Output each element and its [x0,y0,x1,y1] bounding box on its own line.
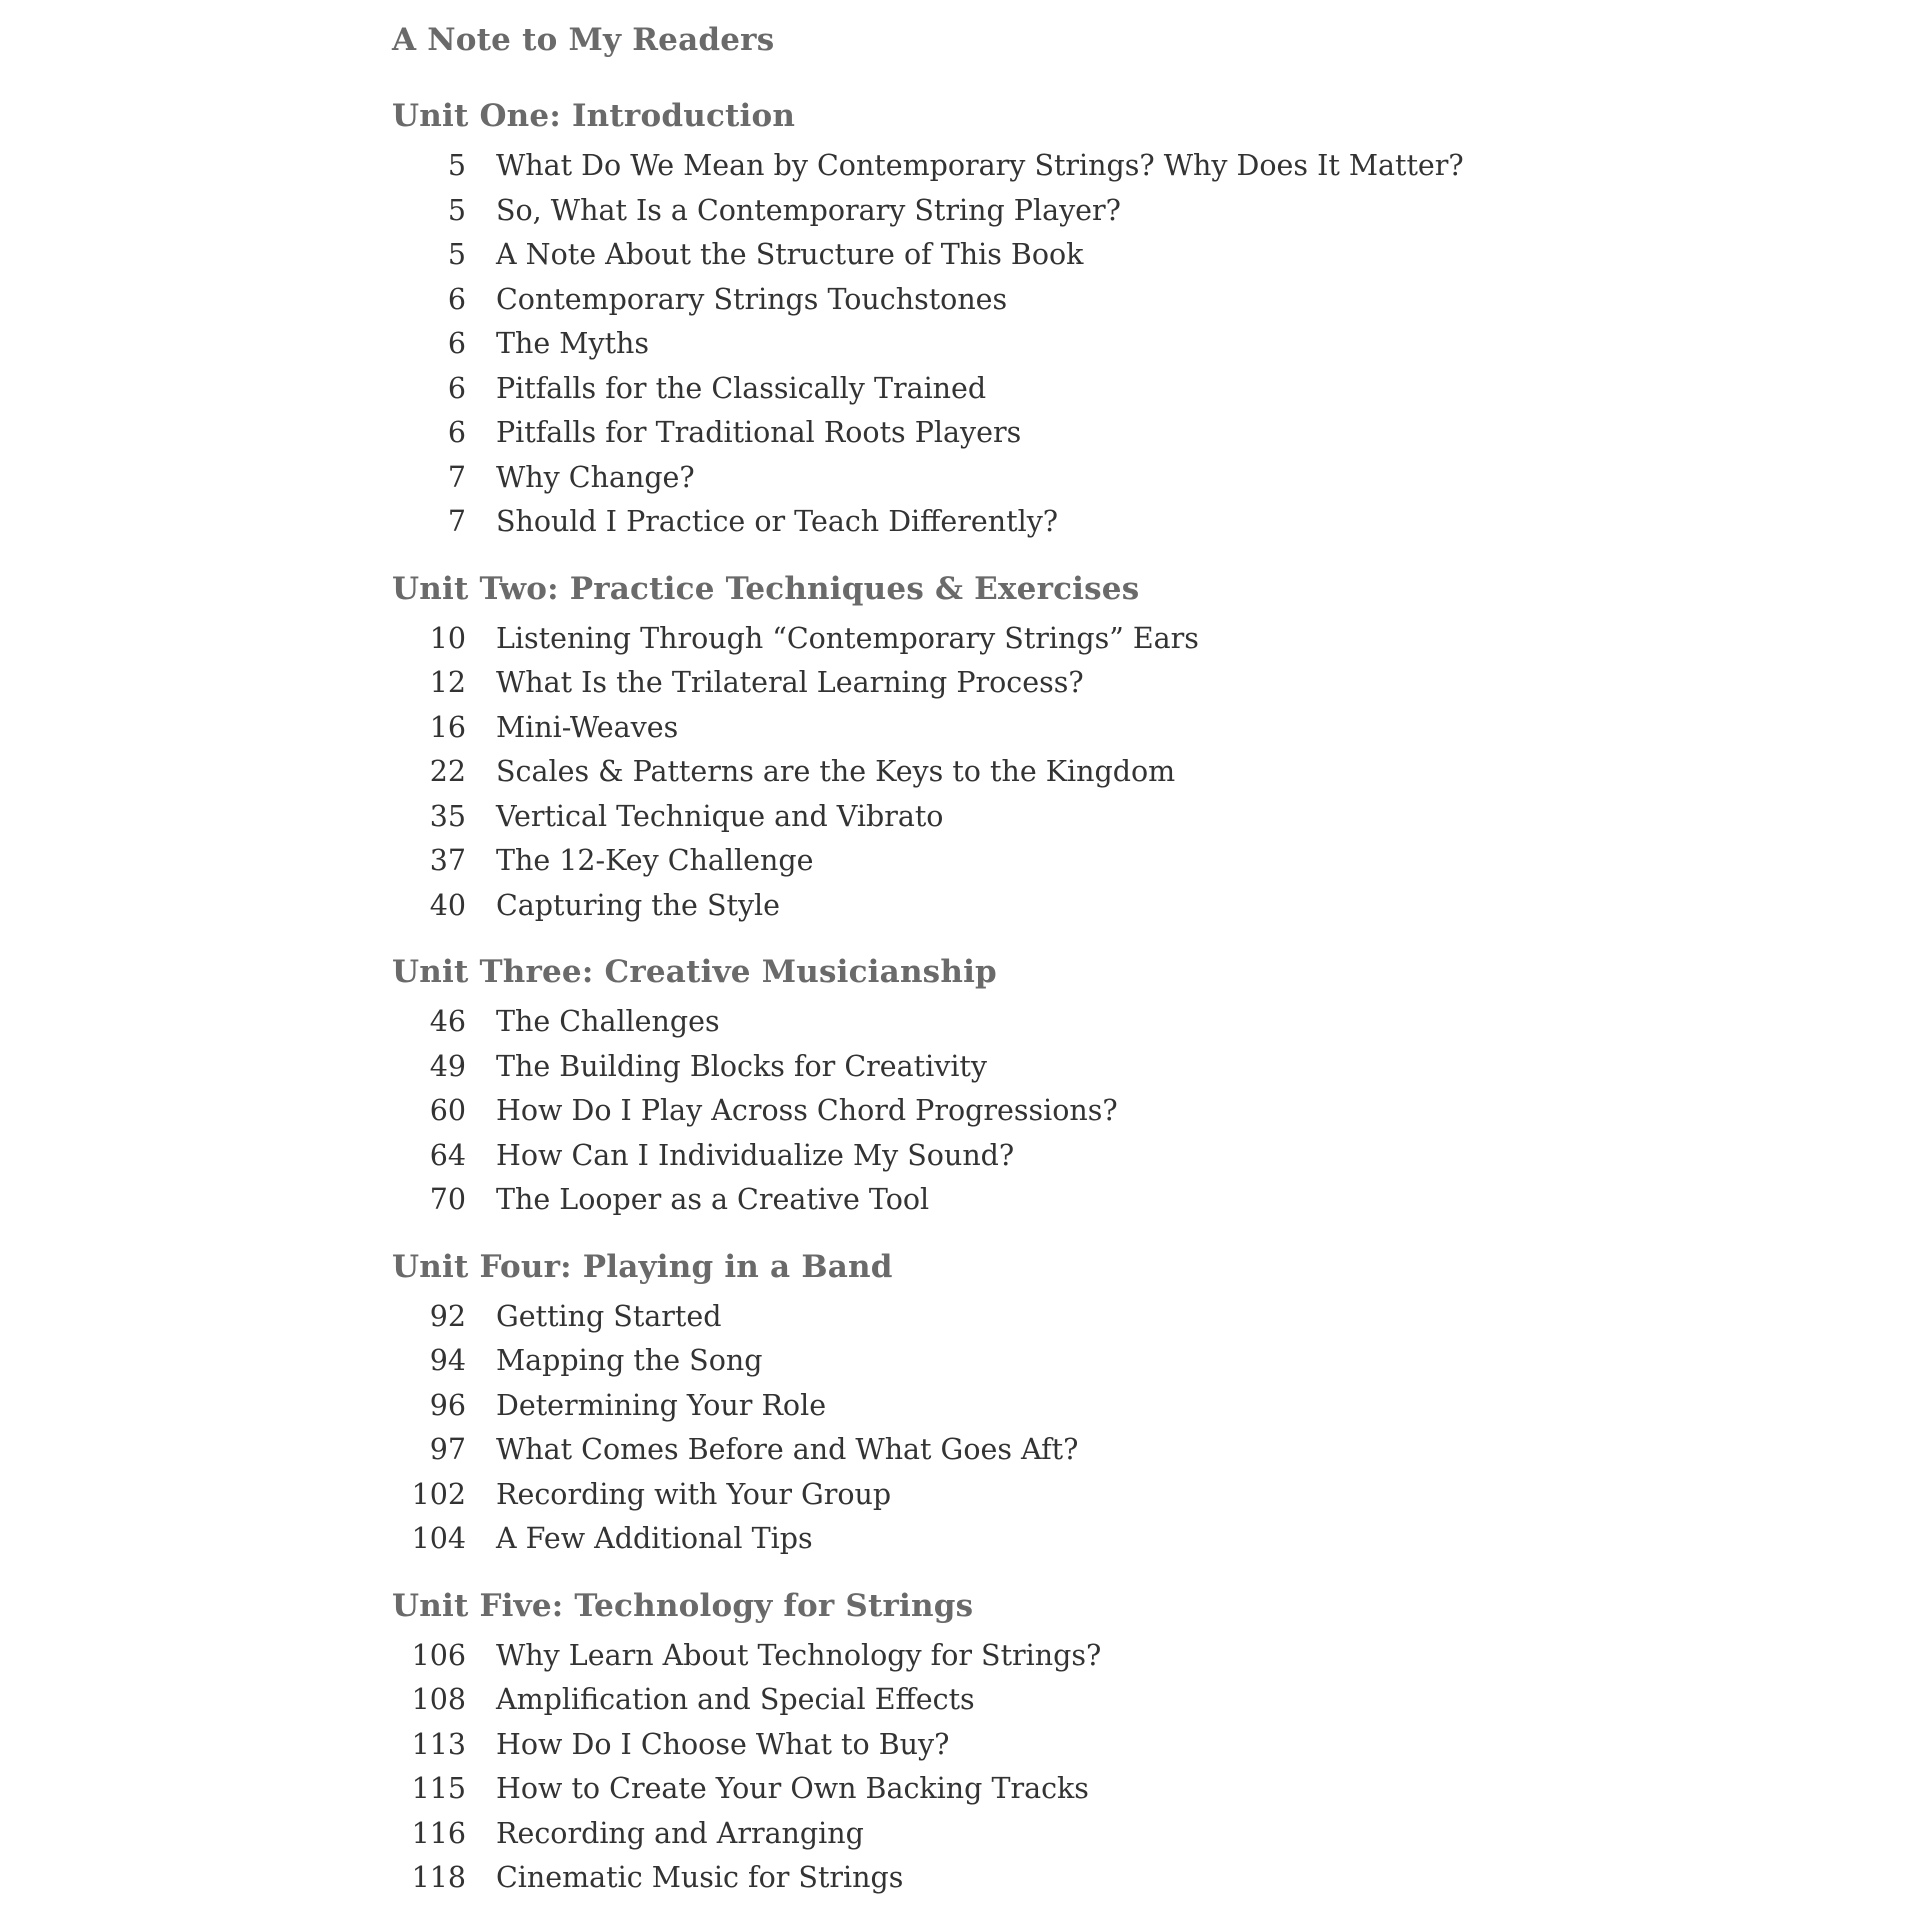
toc-entry [392,706,1892,751]
unit-section [392,94,1892,567]
page-number: 12 [429,666,466,699]
toc-entry [392,1428,1892,1473]
page-number: 113 [411,1727,466,1761]
toc-entry [392,500,1892,545]
entry-title: The Looper as a Creative Tool [496,1183,930,1216]
toc-entry [392,1856,1892,1901]
toc-entry [392,1384,1892,1429]
entry-title: Should I Practice or Teach Differently? [496,505,1059,538]
entry-title: Vertical Technique and Vibrato [496,799,944,833]
toc-entry [392,456,1892,501]
entry-title: How Can I Individualize My Sound? [496,1138,1015,1172]
page-number: 22 [429,755,466,788]
toc-entry [392,233,1892,278]
toc-entry [392,144,1892,189]
toc-entry [392,1812,1892,1857]
page-number: 40 [429,888,466,922]
toc-entry [392,750,1892,795]
page-number: 49 [429,1049,466,1083]
page-number: 6 [447,327,466,360]
entry-title: Cinematic Music for Strings [496,1861,904,1894]
page-number: 35 [429,799,466,833]
entry-title: Why Change? [496,460,695,494]
entry-list [392,144,1892,545]
entry-title: What Do We Mean by Contemporary Strings? Why Does It Matter? [496,149,1464,182]
toc-entry [392,1767,1892,1812]
page-number: 16 [429,710,466,744]
toc-entry [392,1517,1892,1562]
page-number: 70 [429,1183,466,1216]
page-number: 94 [429,1344,466,1377]
entry-title: How Do I Choose What to Buy? [496,1727,950,1761]
unit-heading: Unit Four: Playing in a Band [392,1248,893,1285]
entry-title: Mapping the Song [496,1344,763,1377]
toc-entry [392,1295,1892,1340]
unit-heading: Unit One: Introduction [392,98,796,134]
toc-entry [392,1473,1892,1518]
unit-heading: Unit Two: Practice Techniques & Exercises [392,570,1140,607]
page-number: 37 [429,844,466,877]
page-number: 104 [411,1522,466,1555]
entry-list [392,617,1892,929]
entry-list [392,1634,1892,1901]
entry-title: The Challenges [496,1005,720,1038]
page-number: 102 [411,1477,466,1511]
page-number: 64 [429,1138,466,1172]
entry-title: A Note About the Structure of This Book [496,238,1084,271]
entry-title: What Is the Trilateral Learning Process? [496,666,1084,699]
toc-entry [392,1678,1892,1723]
toc-entry [392,884,1892,929]
unit-section [392,1584,1892,1901]
entry-title: Mini-Weaves [496,710,679,744]
page-number: 10 [429,621,466,655]
entry-title: How to Create Your Own Backing Tracks [496,1772,1089,1805]
page-number: 5 [447,149,466,182]
page-number: 60 [429,1094,466,1127]
section-gap [392,1562,1892,1584]
page-number: 7 [447,505,466,538]
toc-entry [392,189,1892,234]
entry-title: How Do I Play Across Chord Progressions? [496,1094,1118,1127]
page-number: 5 [447,193,466,227]
entry-title: Getting Started [496,1299,722,1333]
toc-entry [392,1089,1892,1134]
entry-list [392,1000,1892,1223]
page-number: 96 [429,1388,466,1422]
toc-entry [392,322,1892,367]
page-number: 108 [411,1683,466,1716]
toc-entry [392,1134,1892,1179]
page-number: 46 [429,1005,466,1038]
toc-entry [392,278,1892,323]
section-gap [392,1223,1892,1245]
page-number: 118 [411,1861,466,1894]
entry-title: A Few Additional Tips [496,1522,813,1555]
entry-title: The Building Blocks for Creativity [496,1049,987,1083]
section-gap [392,545,1892,567]
entry-title: Contemporary Strings Touchstones [496,282,1008,316]
entry-title: What Comes Before and What Goes Aft? [496,1433,1079,1466]
unit-section [392,567,1892,951]
toc-entry [392,1178,1892,1223]
toc-entry [392,1000,1892,1045]
entry-title: Recording with Your Group [496,1477,892,1511]
entry-title: So, What Is a Contemporary String Player? [496,193,1121,227]
page-number: 6 [447,282,466,316]
unit-heading: Unit Five: Technology for Strings [392,1587,974,1624]
unit-heading: Unit Three: Creative Musicianship [392,954,997,990]
toc-entry [392,1634,1892,1679]
toc-entry [392,795,1892,840]
section-gap [392,928,1892,950]
toc-entry [392,1723,1892,1768]
toc-entry [392,411,1892,456]
entry-title: Listening Through “Contemporary Strings” Ears [496,621,1199,655]
entry-title: Recording and Arranging [496,1816,864,1850]
toc-entry [392,839,1892,884]
entry-title: Pitfalls for the Classically Trained [496,371,987,405]
unit-section [392,1245,1892,1584]
entry-title: Amplification and Special Effects [496,1683,975,1716]
entry-list [392,1295,1892,1562]
page-number: 116 [411,1816,466,1850]
page-number: 6 [447,371,466,405]
units-container [392,94,1892,1901]
page-number: 5 [447,238,466,271]
toc-entry [392,367,1892,412]
unit-section [392,950,1892,1245]
toc-entry [392,617,1892,662]
entry-title: The 12-Key Challenge [496,844,814,877]
page-number: 97 [429,1433,466,1466]
entry-title: Pitfalls for Traditional Roots Players [496,416,1022,449]
toc-entry [392,661,1892,706]
toc-entry [392,1045,1892,1090]
entry-title: Why Learn About Technology for Strings? [496,1638,1102,1672]
table-of-contents [392,18,1892,1901]
page-number: 92 [429,1299,466,1333]
page-number: 115 [411,1772,466,1805]
toc-entry [392,1339,1892,1384]
entry-title: Determining Your Role [496,1388,827,1422]
entry-title: Scales & Patterns are the Keys to the Kingdom [496,755,1176,788]
page-number: 6 [447,416,466,449]
entry-title: Capturing the Style [496,888,781,922]
entry-title: The Myths [496,327,650,360]
note-to-readers-heading: A Note to My Readers [392,22,775,58]
page-number: 106 [411,1638,466,1672]
page-number: 7 [447,460,466,494]
